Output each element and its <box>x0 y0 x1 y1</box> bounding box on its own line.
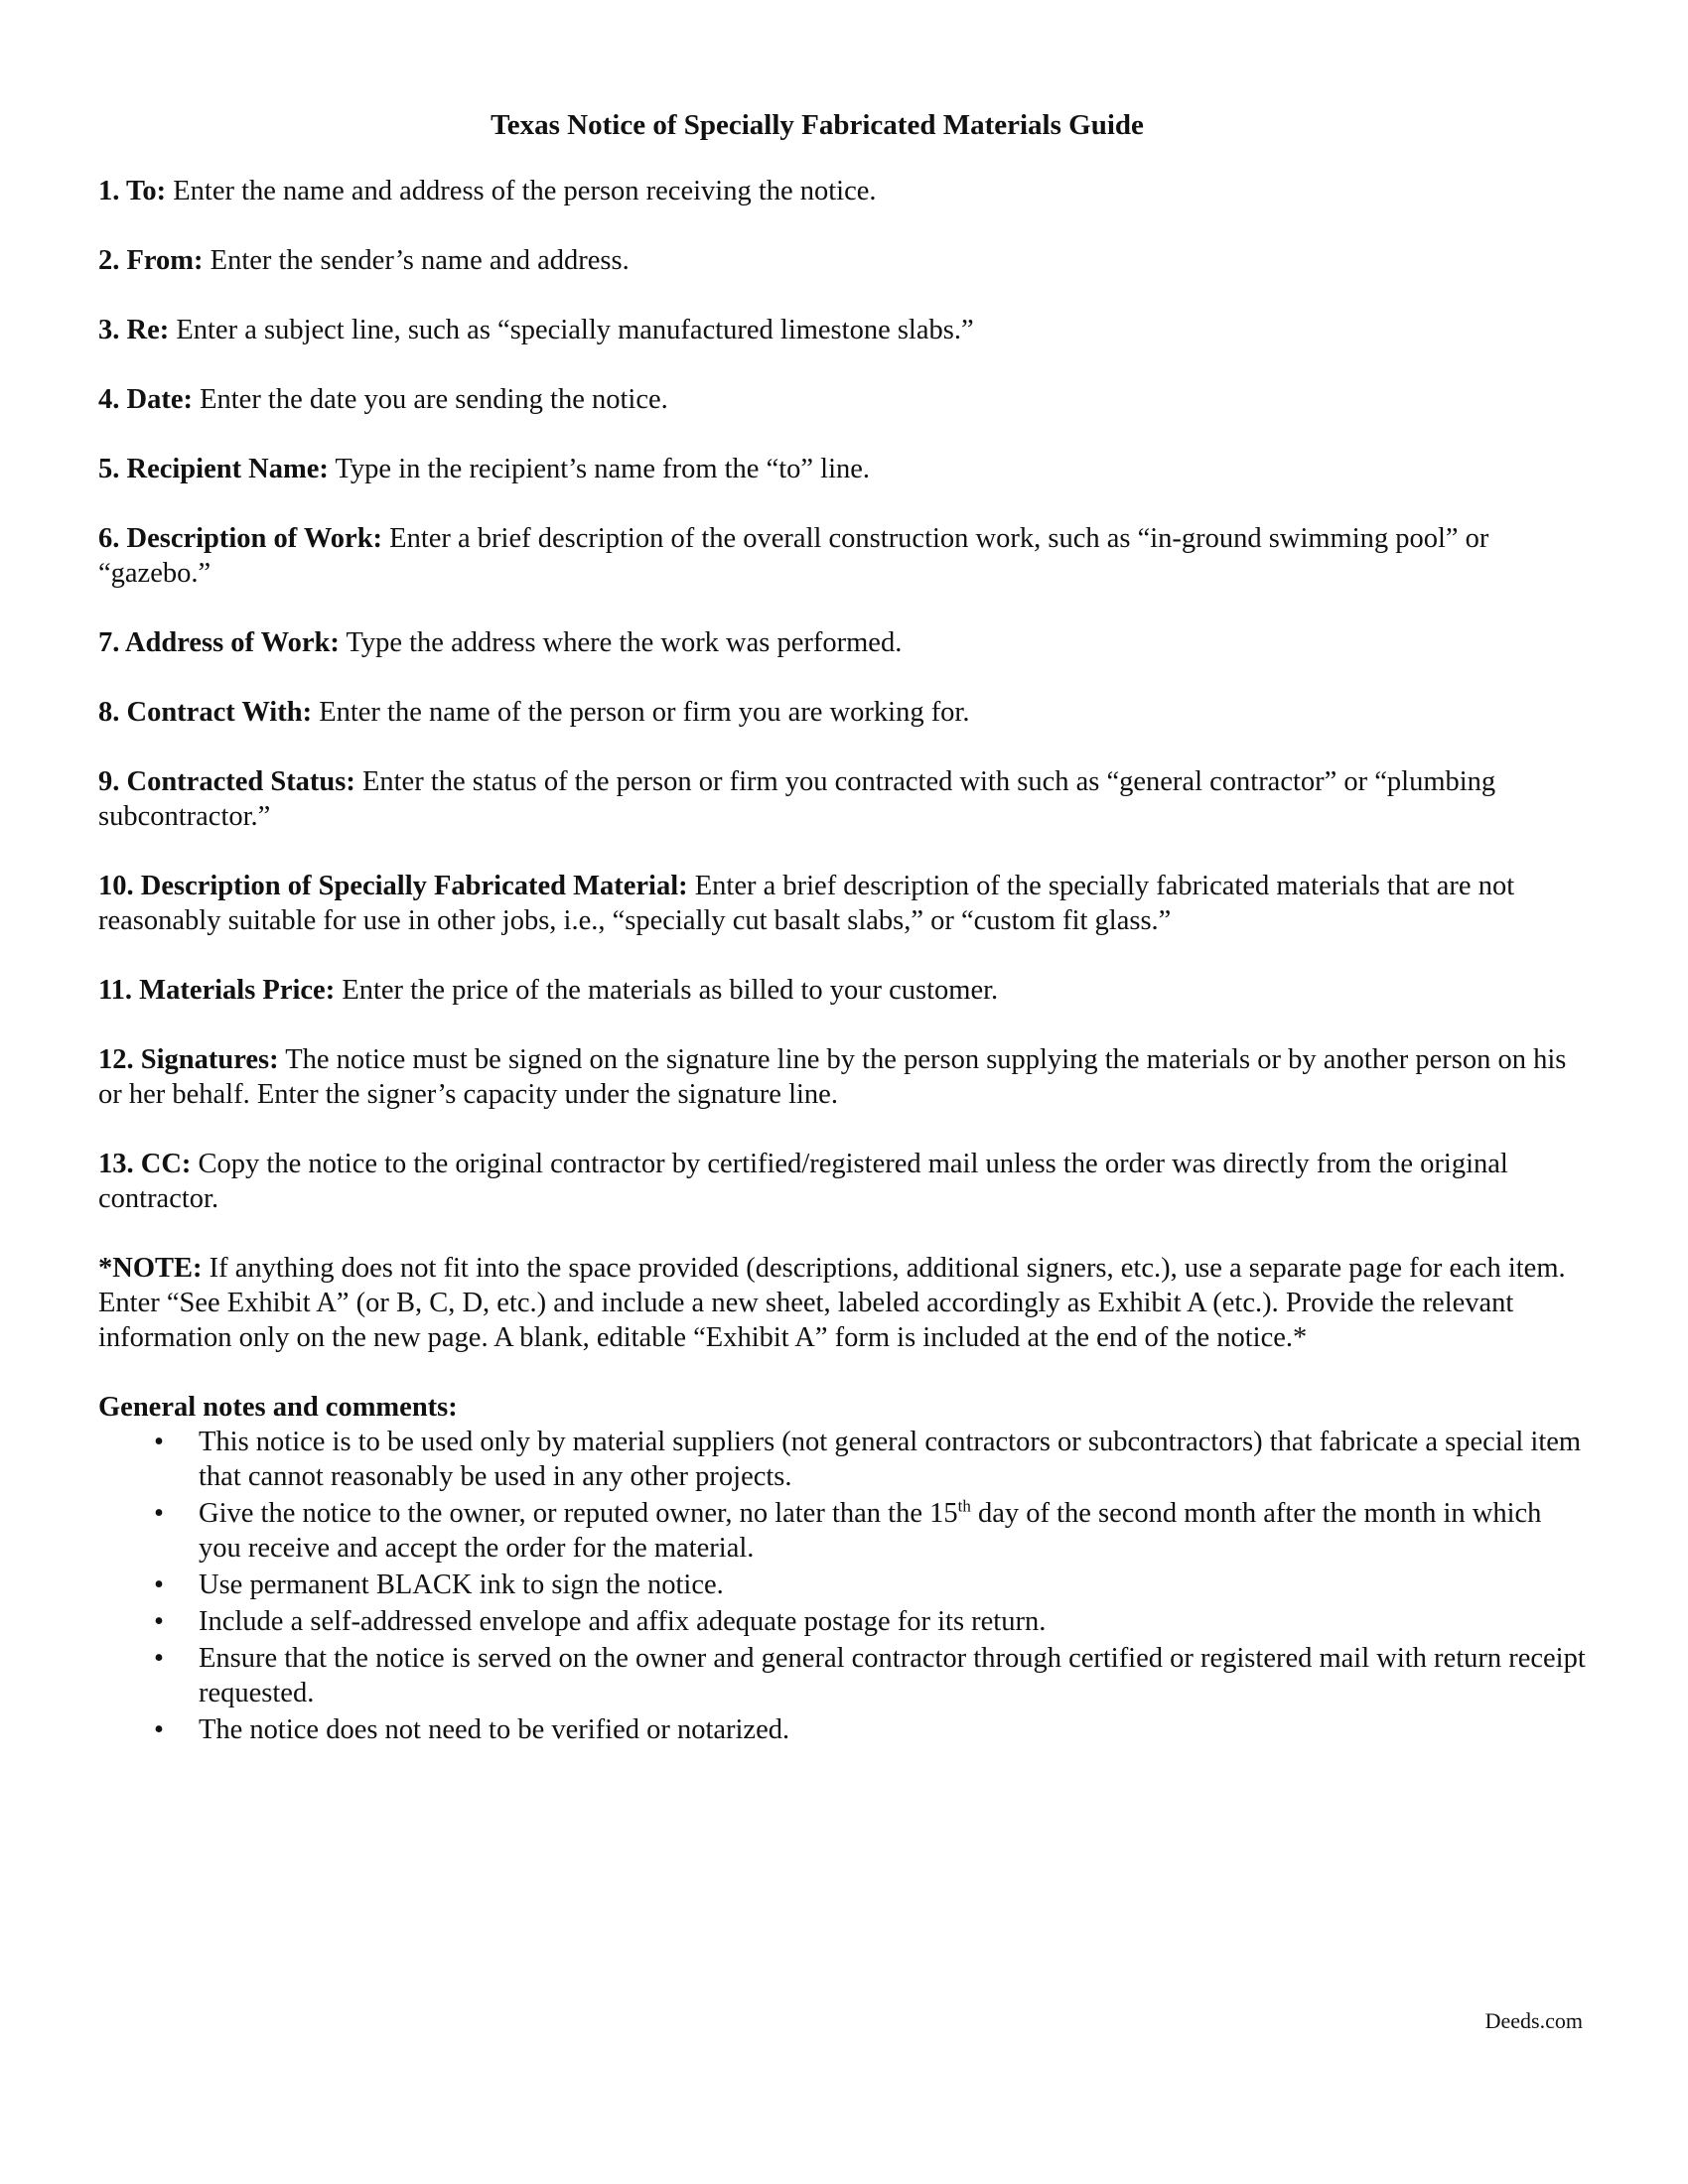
list-item <box>98 1641 1588 1710</box>
guide-item-cc <box>98 1147 1588 1216</box>
item-label: 9. Contracted Status: <box>98 766 355 797</box>
item-label: 1. To: <box>98 176 167 206</box>
list-item-text: Ensure that the notice is served on the owner and general contractor through certified or registered mail with return receipt requested. <box>199 1643 1586 1708</box>
guide-item-re <box>98 313 1588 347</box>
list-item-text: Include a self-addressed envelope and affix adequate postage for its return. <box>199 1606 1047 1637</box>
item-text: Enter a brief description of the specially fabricated materials that are not reasonably suitable for use in other jobs, i.e., “specially cut basalt slabs,” or “custom fit glass.” <box>98 871 1515 936</box>
guide-item-contract-with <box>98 695 1588 730</box>
bullet-icon: • <box>154 1427 164 1457</box>
item-text: Enter the name of the person or firm you are working for. <box>312 697 970 728</box>
item-label: 11. Materials Price: <box>98 975 336 1006</box>
general-notes-list <box>98 1425 1588 1747</box>
list-item <box>98 1425 1588 1494</box>
list-item <box>98 1712 1588 1747</box>
document-page <box>98 107 1588 1749</box>
item-text: Type in the recipient’s name from the “to” line. <box>328 454 871 484</box>
guide-item-materials-price <box>98 973 1588 1008</box>
general-notes-heading: General notes and comments: <box>98 1392 458 1423</box>
footer-brand: Deeds.com <box>1484 2008 1583 2033</box>
item-text: Copy the notice to the original contractor by certified/registered mail unless the order was directly from the original contractor. <box>98 1149 1508 1214</box>
item-label: 5. Recipient Name: <box>98 454 329 484</box>
list-item <box>98 1568 1588 1602</box>
page-title: Texas Notice of Specially Fabricated Materials Guide <box>491 109 1144 141</box>
note-text: If anything does not fit into the space provided (descriptions, additional signers, etc.), use a separate page for each item. Enter “See Exhibit A” (or B, C, D, etc.) and include a new sheet, labeled accordingly as Exhibit A (etc.). Provide the relevant information only on the new page. A blank, editable “Exhibit A” form is included at the end of the notice.* <box>98 1253 1566 1353</box>
item-text: Enter the date you are sending the notice. <box>192 384 668 415</box>
list-item-text: day of the second month after the month in which you receive and accept the order for the material. <box>199 1498 1542 1564</box>
list-item-text: Give the notice to the owner, or reputed owner, no later than the 15 <box>199 1498 958 1529</box>
guide-item-recipient-name <box>98 452 1588 486</box>
bullet-icon: • <box>154 1498 164 1529</box>
item-text: Enter the name and address of the person receiving the notice. <box>166 176 877 206</box>
guide-item-to <box>98 174 1588 208</box>
item-text: Type the address where the work was performed. <box>339 627 903 658</box>
note-paragraph <box>98 1251 1588 1355</box>
item-label: 3. Re: <box>98 315 170 345</box>
item-text: Enter a brief description of the overall construction work, such as “in-ground swimming pool” or “gazebo.” <box>98 523 1489 589</box>
item-text: Enter a subject line, such as “specially manufactured limestone slabs.” <box>169 315 974 345</box>
bullet-icon: • <box>154 1606 164 1637</box>
item-text: Enter the price of the materials as billed to your customer. <box>335 975 999 1006</box>
guide-item-description-of-material <box>98 869 1588 938</box>
item-label: 2. From: <box>98 245 204 276</box>
bullet-icon: • <box>154 1643 164 1674</box>
item-label: 13. CC: <box>98 1149 192 1179</box>
bullet-icon: • <box>154 1714 164 1745</box>
guide-item-date <box>98 382 1588 417</box>
ordinal-suffix: th <box>957 1496 971 1516</box>
list-item-text: Use permanent BLACK ink to sign the notice. <box>199 1570 724 1600</box>
guide-item-signatures <box>98 1042 1588 1112</box>
list-item-text: The notice does not need to be verified or notarized. <box>199 1714 790 1745</box>
guide-item-description-of-work <box>98 521 1588 591</box>
item-label: 7. Address of Work: <box>98 627 340 658</box>
item-label: 12. Signatures: <box>98 1044 279 1075</box>
item-text: Enter the sender’s name and address. <box>203 245 630 276</box>
note-label: *NOTE: <box>98 1253 203 1284</box>
list-item <box>98 1496 1588 1566</box>
list-item <box>98 1604 1588 1639</box>
item-text: The notice must be signed on the signature line by the person supplying the materials or by another person on his or her behalf. Enter the signer’s capacity under the signature line. <box>98 1044 1567 1110</box>
item-label: 6. Description of Work: <box>98 523 383 554</box>
guide-item-from <box>98 243 1588 278</box>
list-item-text: This notice is to be used only by material suppliers (not general contractors or subcontractors) that fabricate a special item that cannot reasonably be used in any other projects. <box>199 1427 1582 1492</box>
bullet-icon: • <box>154 1570 164 1600</box>
item-label: 8. Contract With: <box>98 697 313 728</box>
item-label: 10. Description of Specially Fabricated Material: <box>98 871 688 901</box>
guide-item-contracted-status <box>98 764 1588 834</box>
item-text: Enter the status of the person or firm you contracted with such as “general contractor” or “plumbing subcontractor.” <box>98 766 1496 832</box>
guide-item-address-of-work <box>98 625 1588 660</box>
item-label: 4. Date: <box>98 384 193 415</box>
